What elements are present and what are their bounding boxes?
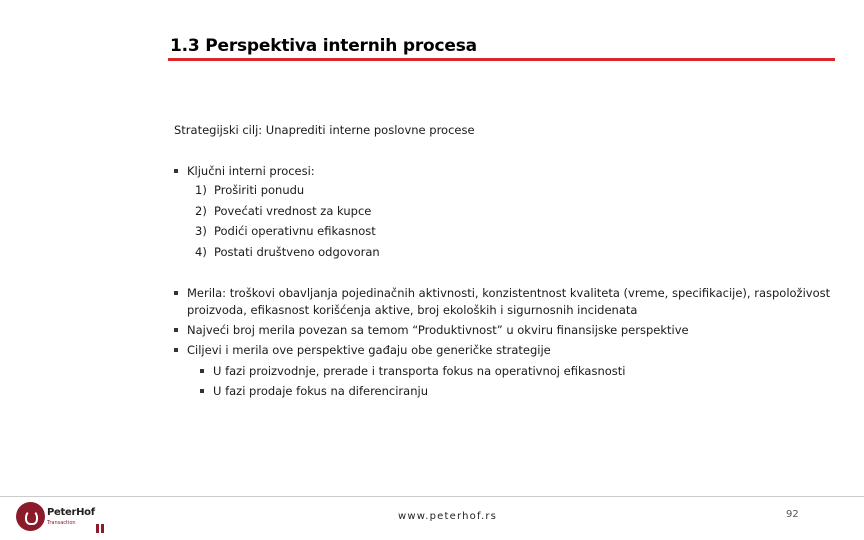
- company-logo: [16, 502, 116, 532]
- key-process-number: 2): [195, 204, 207, 218]
- key-process-number: 1): [195, 183, 207, 197]
- bullet-icon: [174, 169, 178, 173]
- generic-strategies-bullet: [174, 343, 551, 357]
- page-number: 92: [786, 509, 799, 520]
- sub-bullet-text: U fazi prodaje fokus na diferenciranju: [213, 384, 428, 398]
- key-processes-label: Ključni interni procesi:: [187, 164, 315, 178]
- sub-bullet: [200, 364, 625, 378]
- generic-strategies-text: Ciljevi i merila ove perspektive gađaju obe generičke strategije: [187, 343, 551, 357]
- measures-label: Merila:: [187, 286, 227, 300]
- productivity-text: Najveći broj merila povezan sa temom “Produktivnost” u okviru finansijske perspektive: [187, 323, 689, 337]
- footer-url: www.peterhof.rs: [398, 511, 498, 522]
- key-process-number: 4): [195, 245, 207, 259]
- key-process-item: [195, 245, 380, 259]
- key-process-item: [195, 183, 304, 197]
- strategic-goal-text: Unaprediti interne poslovne procese: [262, 123, 475, 137]
- bullet-icon: [200, 389, 204, 393]
- key-process-text: Postati društveno odgovoran: [214, 245, 380, 259]
- bullet-icon: [174, 348, 178, 352]
- slide-title: 1.3 Perspektiva internih procesa: [170, 36, 477, 56]
- bullet-icon: [200, 369, 204, 373]
- logo-bars-icon: [96, 518, 106, 537]
- key-process-text: Podići operativnu efikasnost: [214, 224, 376, 238]
- logo-mark-icon: [16, 502, 45, 531]
- measures-continuation: proizvoda, efikasnost korišćenja aktive, broj ekoloških i sigurnosnih incidenata: [187, 303, 638, 317]
- logo-subtitle: Transaction: [47, 520, 76, 526]
- measures-text: troškovi obavljanja pojedinačnih aktivnosti, konzistentnost kvaliteta (vreme, specifikacije), raspoloživost: [226, 286, 831, 300]
- bullet-icon: [174, 291, 178, 295]
- logo-name: PeterHof: [47, 507, 95, 518]
- key-process-number: 3): [195, 224, 207, 238]
- key-process-text: Proširiti ponudu: [214, 183, 305, 197]
- key-process-item: [195, 224, 376, 238]
- strategic-goal: [174, 123, 475, 137]
- measures-bullet: [174, 286, 830, 300]
- key-processes-heading: [174, 164, 315, 178]
- sub-bullet-text: U fazi proizvodnje, prerade i transporta fokus na operativnoj efikasnosti: [213, 364, 626, 378]
- footer-divider: [0, 496, 864, 497]
- productivity-bullet: [174, 323, 689, 337]
- key-process-item: [195, 204, 371, 218]
- sub-bullet: [200, 384, 428, 398]
- strategic-goal-label: Strategijski cilj:: [174, 123, 263, 137]
- title-underline: [168, 58, 835, 61]
- key-process-text: Povećati vrednost za kupce: [214, 204, 372, 218]
- bullet-icon: [174, 328, 178, 332]
